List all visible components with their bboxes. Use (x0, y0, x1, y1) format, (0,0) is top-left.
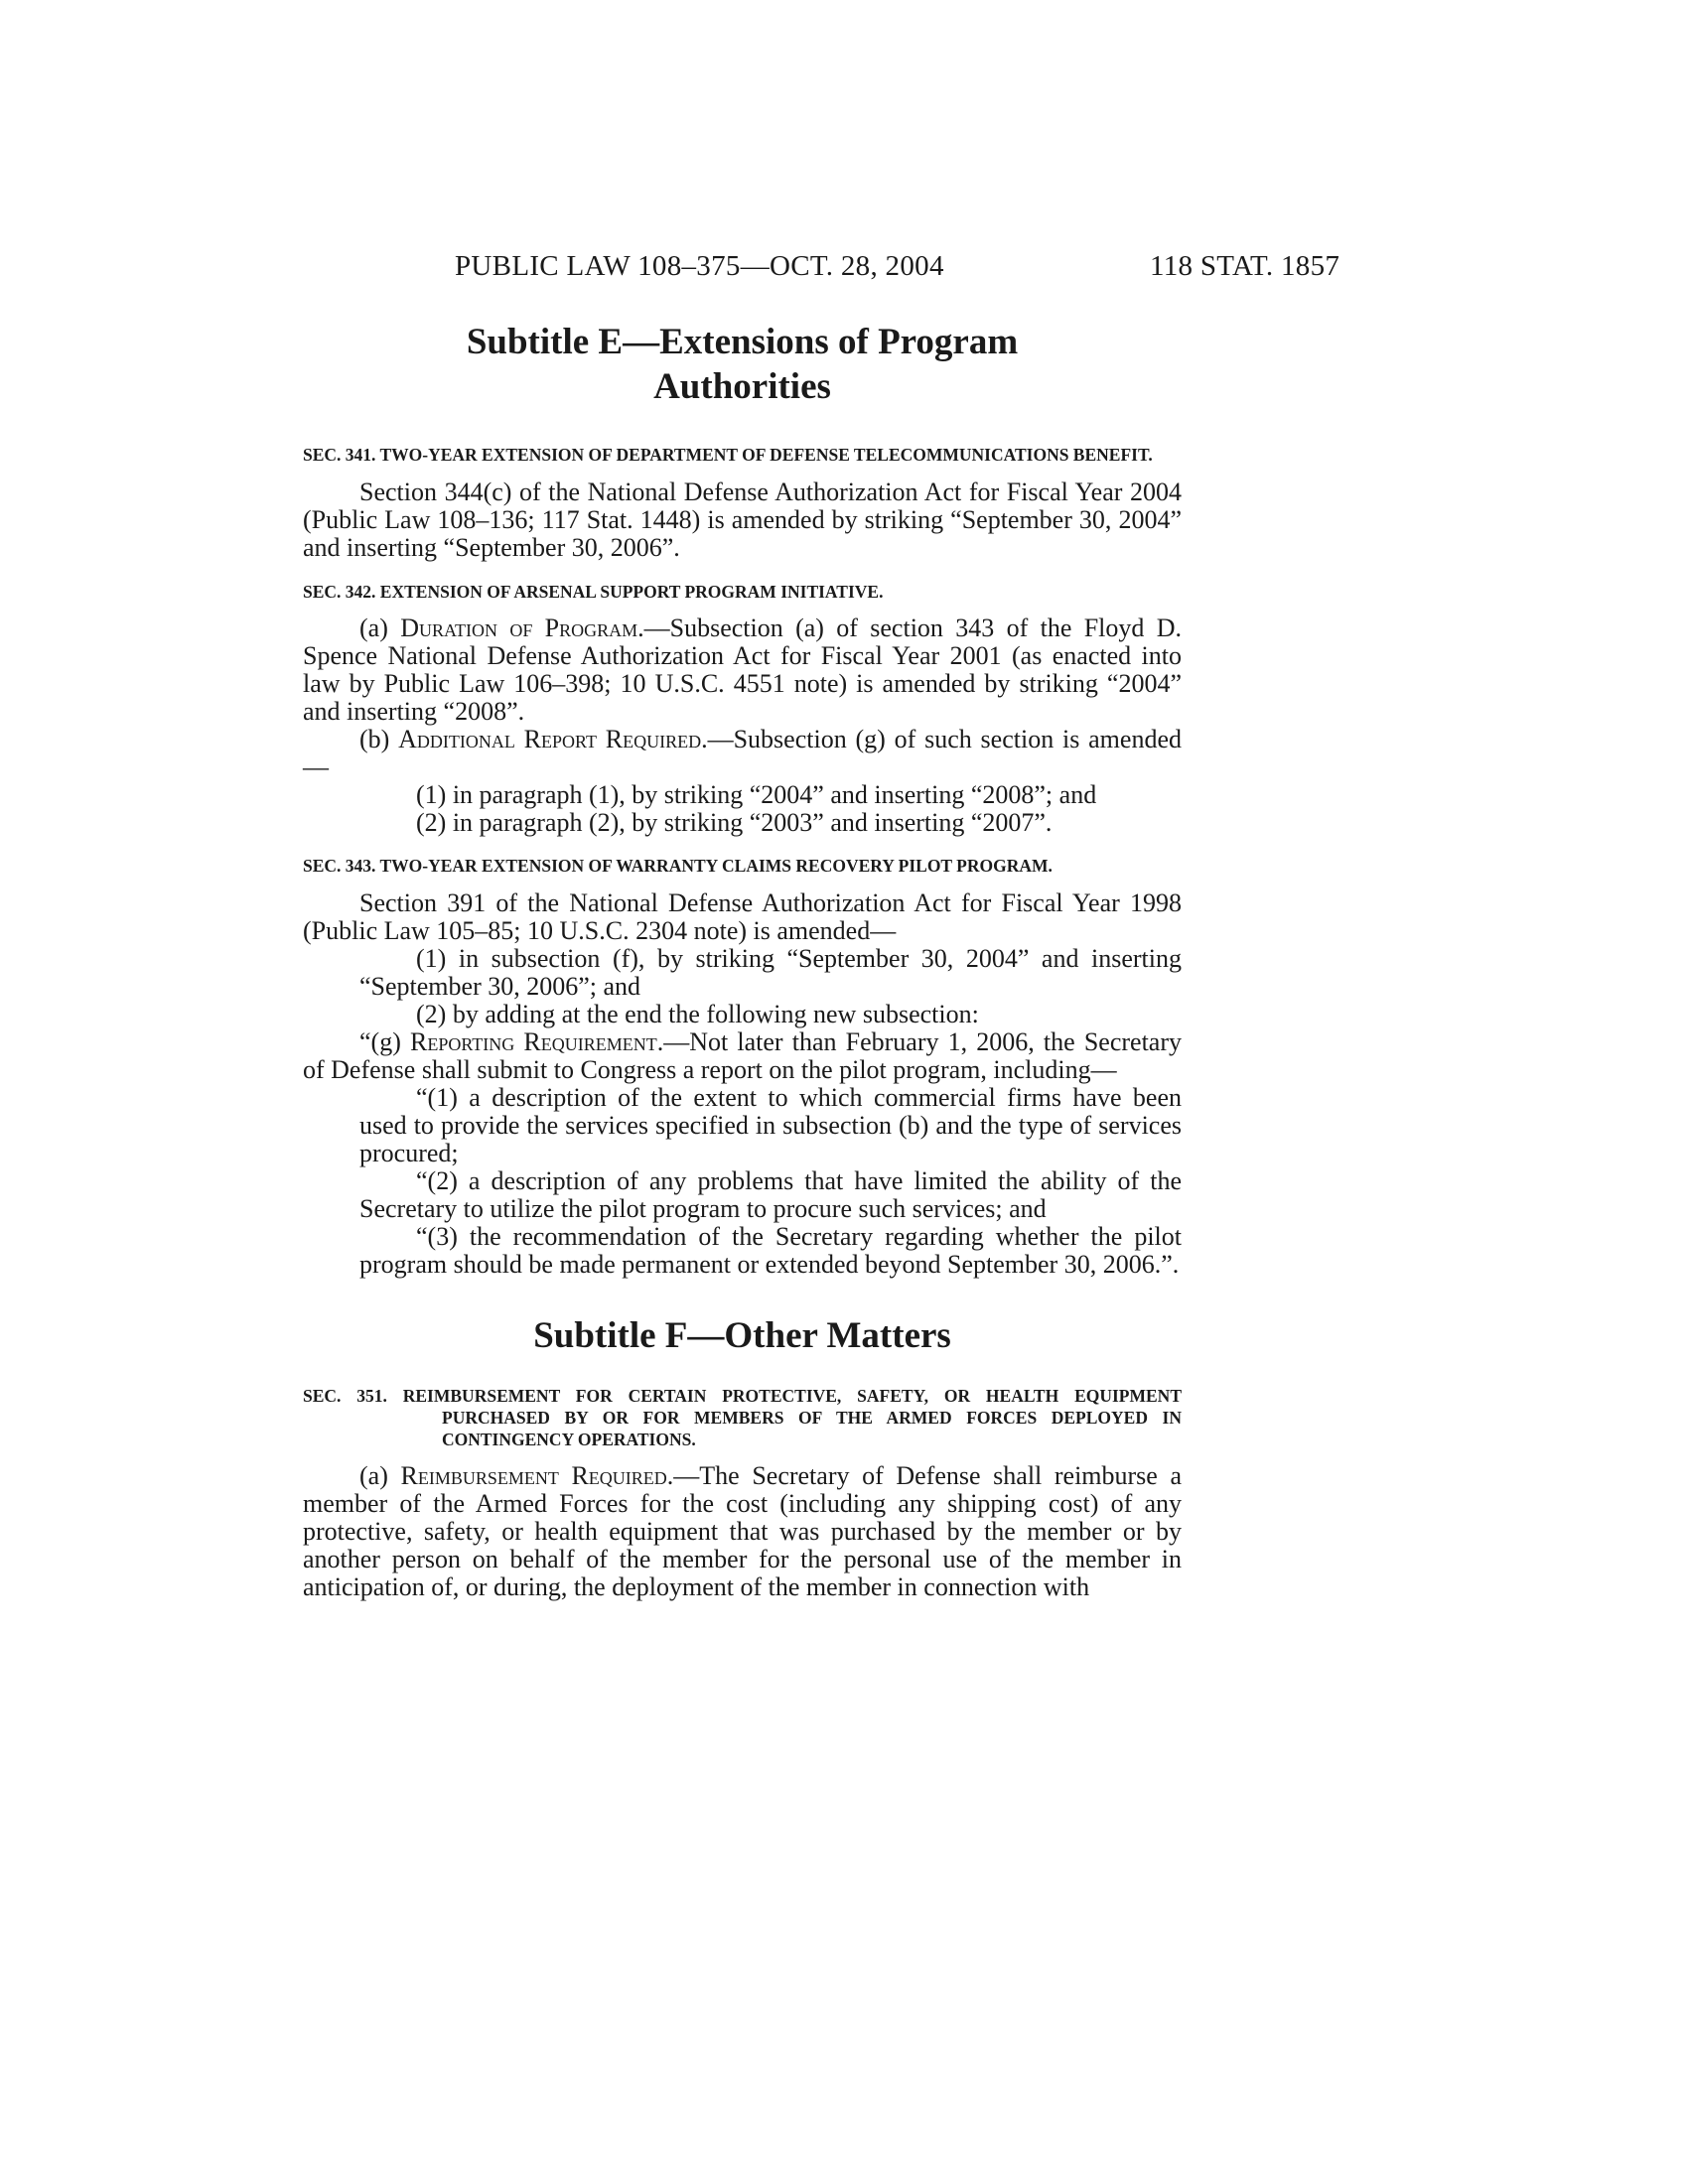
sec-343-g-text: —Not later than February 1, 2006, the Secretary of Defense shall submit to Congress a report on the pilot program, including— (303, 1027, 1183, 1084)
sec-342-item-2: (2) in paragraph (2), by striking “2003” and inserting “2007”. (416, 808, 1053, 837)
subtitle-e-line2: Authorities (653, 366, 831, 407)
sec-342-a-text: —Subsection (a) of section 343 of the Floyd D. Spence National Defense Authorization Act for Fiscal Year 2001 (as enacted into law by Public Law 106–398; 10 U.S.C. 4551 note) is amended by striking “2004” and inserting “2008”. (303, 614, 1182, 726)
sec-342-a-caption: Duration of Program. (400, 614, 644, 642)
sec-343-g-caption: Reporting Requirement. (410, 1027, 664, 1056)
statute-page-number: 118 STAT. 1857 (1150, 250, 1340, 282)
sec-351-a-label: (a) (359, 1461, 401, 1490)
sec-342-b-text: —Subsection (g) of such section is amended— (303, 725, 1182, 781)
sec-342-a-label: (a) (359, 614, 401, 642)
sec-341-body: Section 344(c) of the National Defense Authorization Act for Fiscal Year 2004 (Public Law 108–136; 117 Stat. 1448) is amended by striking “September 30, 2004” and inserting “September 30, 2006”. (303, 478, 1182, 562)
sec-341-heading: SEC. 341. TWO-YEAR EXTENSION OF DEPARTMENT OF DEFENSE TELECOMMUNICATIONS BENEFIT. (303, 445, 1153, 465)
sec-343-g-item-3: “(3) the recommendation of the Secretary regarding whether the pilot program should be made permanent or extended beyond September 30, 2006.”. (359, 1222, 1182, 1279)
sec-351-a-text: —The Secretary of Defense shall reimburse a member of the Armed Forces for the cost (including any shipping cost) of any protective, safety, or health equipment that was purchased by the member or by another person on behalf of the member for the personal use of the member in anticipation of, or during, the deployment of the member in connection with (303, 1461, 1182, 1601)
sec-343-heading: SEC. 343. TWO-YEAR EXTENSION OF WARRANTY CLAIMS RECOVERY PILOT PROGRAM. (303, 856, 1053, 876)
sec-351-subsection-a (303, 1462, 1182, 1601)
subtitle-e-heading (303, 320, 1182, 409)
sec-343-g-item-1: “(1) a description of the extent to which commercial firms have been used to provide the services specified in subsection (b) and the type of services procured; (359, 1083, 1182, 1167)
sec-342-b-label: (b) (359, 725, 399, 753)
sec-342-subsection-b (303, 726, 1182, 781)
sec-342-subsection-a (303, 614, 1182, 726)
sec-343-g-label: “(g) (359, 1027, 411, 1056)
sec-343-item-2: (2) by adding at the end the following new subsection: (416, 1000, 979, 1028)
subtitle-e-line1: Subtitle E—Extensions of Program (466, 322, 1019, 362)
running-header: PUBLIC LAW 108–375—OCT. 28, 2004 (455, 250, 944, 282)
sec-351-heading: SEC. 351. REIMBURSEMENT FOR CERTAIN PROTECTIVE, SAFETY, OR HEALTH EQUIPMENT PURCHASED BY OR FOR MEMBERS OF THE ARMED FORCES DEPLOYED IN CONTINGENCY OPERATIONS. (303, 1386, 1182, 1449)
sec-342-b-caption: Additional Report Required. (398, 725, 708, 753)
subtitle-f-heading: Subtitle F—Other Matters (533, 1315, 951, 1356)
sec-343-item-1: (1) in subsection (f), by striking “September 30, 2004” and inserting “September 30, 2006”; and (359, 944, 1182, 1001)
sec-343-subsection-g (303, 1028, 1182, 1084)
sec-351-a-caption: Reimbursement Required. (400, 1461, 674, 1490)
sec-342-item-1: (1) in paragraph (1), by striking “2004” and inserting “2008”; and (416, 780, 1097, 809)
sec-342-heading: SEC. 342. EXTENSION OF ARSENAL SUPPORT PROGRAM INITIATIVE. (303, 582, 884, 602)
page-body (303, 320, 1182, 1601)
sec-343-g-item-2: “(2) a description of any problems that have limited the ability of the Secretary to utilize the pilot program to procure such services; and (359, 1166, 1182, 1223)
sec-343-intro: Section 391 of the National Defense Authorization Act for Fiscal Year 1998 (Public Law 105–85; 10 U.S.C. 2304 note) is amended— (303, 888, 1182, 945)
